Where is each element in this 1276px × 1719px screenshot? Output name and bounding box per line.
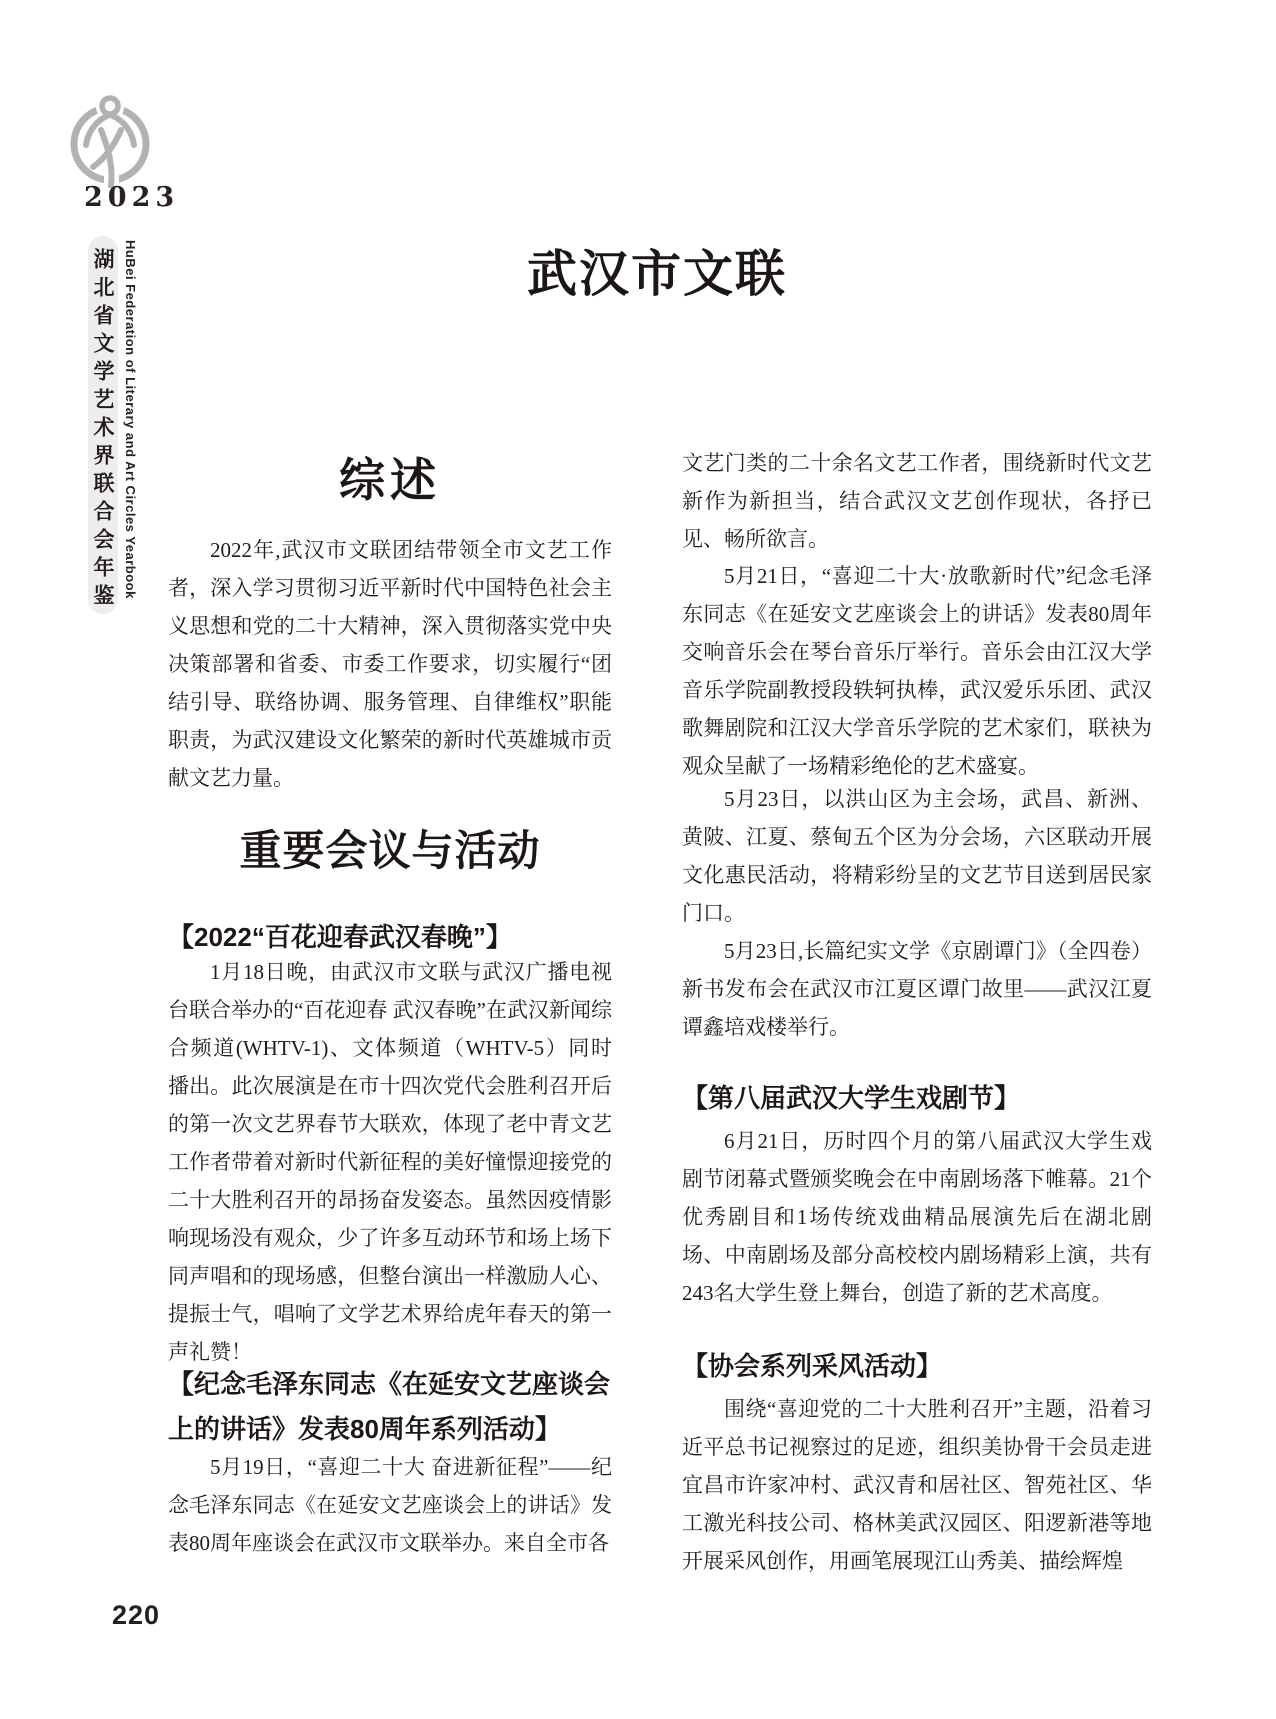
entry2-paragraph: 5月19日，“喜迎二十大 奋进新征程”——纪念毛泽东同志《在延安文艺座谈会上的讲话》发表80周年座谈会在武汉市文联举办。来自全市各 [168,1455,612,1555]
paragraph-may21: 5月21日，“喜迎二十大·放歌新时代”纪念毛泽东同志《在延安文艺座谈会上的讲话》发表80周年交响音乐会在琴台音乐厅举行。音乐会由江汉大学音乐学院副教授段轶轲执棒，武汉爱乐乐团、武汉歌舞剧院和江汉大学音乐学院的艺术家们，联袂为观众呈献了一场精彩绝伦的艺术盛宴。 [682,564,1152,778]
entry4-paragraph: 围绕“喜迎党的二十大胜利召开”主题，沿着习近平总书记视察过的足迹，组织美协骨干会员走进宜昌市许家冲村、武汉青和居社区、智苑社区、华工激光科技公司、格林美武汉园区、阳逻新港等地开展采风创作，用画笔展现江山秀美、描绘辉煌 [682,1397,1152,1573]
entry4-title: 【协会系列采风活动】 [682,1351,943,1381]
overview-heading: 综述 [339,455,441,506]
overview-paragraph: 2022年,武汉市文联团结带领全市文艺工作者，深入学习贯彻习近平新时代中国特色社会主义思想和党的二十大精神，深入贯彻落实党中央决策部署和省委、市委工作要求，切实履行“团结引导、联络协调、服务管理、自律维权”职能职责，为武汉建设文化繁荣的新时代英雄城市贡献文艺力量。 [168,538,612,790]
section-heading-meetings: 重要会议与活动 [239,827,541,874]
entry3-paragraph: 6月21日，历时四个月的第八届武汉大学生戏剧节闭幕式暨颁奖晚会在中南剧场落下帷幕。21个优秀剧目和1场传统戏曲精品展演先后在湖北剧场、中南剧场及部分高校校内剧场精彩上演，共有243名大学生登上舞台，创造了新的艺术高度。 [682,1129,1152,1305]
paragraph-may23-book: 5月23日,长篇纪实文学《京剧谭门》（全四卷）新书发布会在武汉市江夏区谭门故里——武汉江夏谭鑫培戏楼举行。 [682,939,1152,1039]
entry1-paragraph: 1月18日晚，由武汉市文联与武汉广播电视台联合举办的“百花迎春 武汉春晚”在武汉新闻综合频道(WHTV-1)、文体频道（WHTV-5）同时播出。此次展演是在市十四次党代会胜利召开后的第一次文艺界春节大联欢，体现了老中青文艺工作者带着对新时代新征程的美好憧憬迎接党的二十大胜利召开的昂扬奋发姿态。虽然因疫情影响现场没有观众，少了许多互动环节和场上场下同声唱和的现场感，但整台演出一样激励人心、提振士气，唱响了文学艺术界给虎年春天的第一声礼赞！ [168,960,612,1364]
entry3-title: 【第八届武汉大学生戏剧节】 [682,1083,1021,1113]
entry2-title: 【纪念毛泽东同志《在延安文艺座谈会上的讲话》发表80周年系列活动】 [168,1369,611,1444]
page-title: 武汉市文联 [527,246,787,302]
sidebar-title-cn: 湖北省文学艺术界联合会年鉴 [91,248,115,612]
continued-paragraph: 文艺门类的二十余名文艺工作者，围绕新时代文艺新作为新担当，结合武汉文艺创作现状，各抒已见、畅所欲言。 [682,451,1152,551]
sidebar-title-en: HuBei Federation of Literary and Art Circles Yearbook [123,240,138,599]
federation-logo-icon [64,92,156,188]
page-number: 220 [112,1600,161,1630]
year-label: 2023 [84,182,180,213]
entry1-title: 【2022“百花迎春武汉春晚”】 [168,922,512,952]
paragraph-may23-districts: 5月23日，以洪山区为主会场，武昌、新洲、黄陂、江夏、蔡甸五个区为分会场，六区联动开展文化惠民活动，将精彩纷呈的文艺节目送到居民家门口。 [682,787,1152,925]
